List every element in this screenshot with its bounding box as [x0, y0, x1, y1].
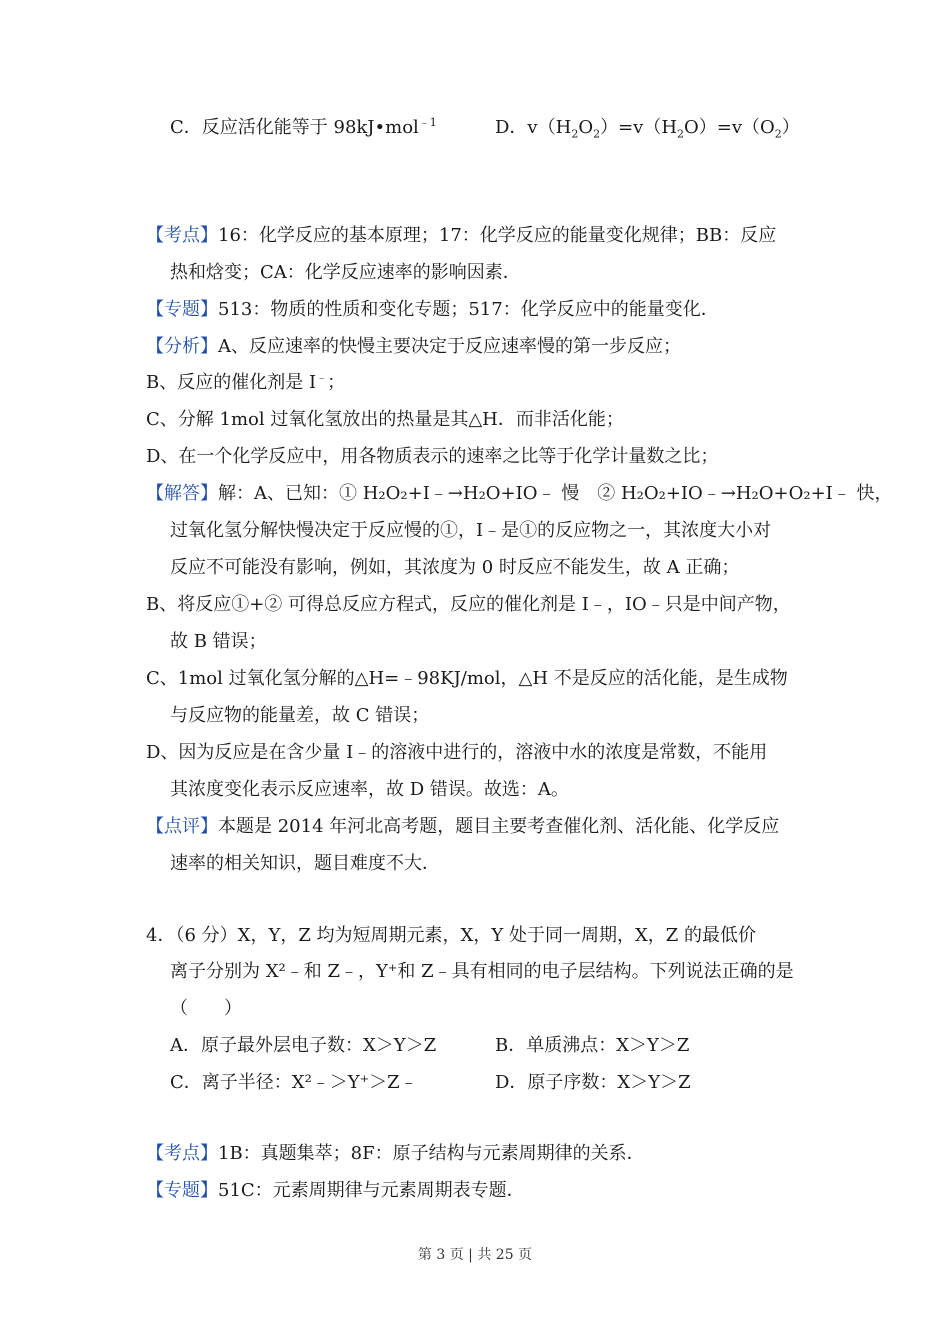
- zhuanti-tag: 【专题】: [146, 1180, 218, 1201]
- q3-option-c: C．反应活化能等于 98kJ•mol$^{﹣1}$: [170, 116, 437, 138]
- q3-jieda: 【解答】解：A、已知：① H₂O₂+I﹣→H₂O+IO﹣ 慢 ② H₂O₂+IO﹣→H₂O+O₂+I﹣ 快，: [146, 483, 893, 504]
- q4-stem-l2: 离子分别为 X²﹣和 Z﹣，Y⁺和 Z﹣具有相同的电子层结构。下列说法正确的是: [170, 961, 794, 982]
- page-footer: 第 3 页 | 共 25 页: [417, 1247, 533, 1263]
- q3-kaodian: 【考点】16：化学反应的基本原理；17：化学反应的能量变化规律；BB：反应: [146, 225, 777, 246]
- dianping-tag: 【点评】: [146, 816, 218, 837]
- q3-jieda-b1: B、将反应①+② 可得总反应方程式，反应的催化剂是 I﹣，IO﹣只是中间产物，: [146, 594, 791, 615]
- q3-dianping: 【点评】本题是 2014 年河北高考题，题目主要考查催化剂、活化能、化学反应: [146, 816, 780, 837]
- q4-stem-l3: （ ）: [170, 998, 242, 1019]
- q3-fenxi-d: D、在一个化学反应中，用各物质表示的速率之比等于化学计量数之比；: [146, 446, 719, 467]
- q3-jieda-d2: 其浓度变化表示反应速率，故 D 错误。故选：A。: [170, 779, 569, 800]
- q4-option-b: B．单质沸点：X＞Y＞Z: [495, 1035, 690, 1056]
- q3-fenxi-c: C、分解 1mol 过氧化氢放出的热量是其△H．而非活化能；: [146, 409, 624, 430]
- jieda-tag: 【解答】: [146, 483, 218, 504]
- q3-option-d: D．$v(H_2O_2)=v(H_2O)=v(O_2)$: [495, 117, 800, 141]
- kaodian-tag: 【考点】: [146, 225, 218, 246]
- q4-option-d: D．原子序数：X＞Y＞Z: [495, 1072, 691, 1093]
- zhuanti-tag: 【专题】: [146, 299, 218, 320]
- q3-jieda-d1: D、因为反应是在含少量 I﹣的溶液中进行的，溶液中水的浓度是常数，不能用: [146, 742, 768, 763]
- q3-jieda-b2: 故 B 错误；: [170, 631, 267, 652]
- q4-option-a: A．原子最外层电子数：X＞Y＞Z: [170, 1035, 437, 1056]
- q3-jieda-l3: 反应不可能没有影响，例如，其浓度为 0 时反应不能发生，故 A 正确；: [170, 557, 740, 578]
- q4-zhuanti: 【专题】51C：元素周期律与元素周期表专题．: [146, 1180, 525, 1201]
- q4-stem-l1: 4．（6 分）X，Y，Z 均为短周期元素，X，Y 处于同一周期，X，Z 的最低价: [146, 925, 757, 946]
- q3-zhuanti: 【专题】513：物质的性质和变化专题；517：化学反应中的能量变化．: [146, 299, 719, 320]
- kaodian-tag: 【考点】: [146, 1143, 218, 1164]
- q3-jieda-c1: C、1mol 过氧化氢分解的△H=﹣98KJ/mol，△H 不是反应的活化能，是生成物: [146, 668, 788, 689]
- q4-option-c: C．离子半径：X²﹣＞Y⁺＞Z﹣: [170, 1072, 418, 1093]
- fenxi-tag: 【分析】: [146, 336, 218, 357]
- q3-dianping-l2: 速率的相关知识，题目难度不大．: [170, 853, 440, 874]
- q3-fenxi-b: B、反应的催化剂是 I﹣；: [146, 371, 346, 393]
- q3-jieda-c2: 与反应物的能量差，故 C 错误；: [170, 705, 430, 726]
- q3-kaodian-cont: 热和焓变；CA：化学反应速率的影响因素．: [170, 262, 521, 283]
- q4-kaodian: 【考点】1B：真题集萃；8F：原子结构与元素周期律的关系．: [146, 1143, 645, 1164]
- q3-fenxi: 【分析】A、反应速率的快慢主要决定于反应速率慢的第一步反应；: [146, 336, 681, 357]
- q3-jieda-l2: 过氧化氢分解快慢决定于反应慢的①，I﹣是①的反应物之一，其浓度大小对: [170, 520, 772, 541]
